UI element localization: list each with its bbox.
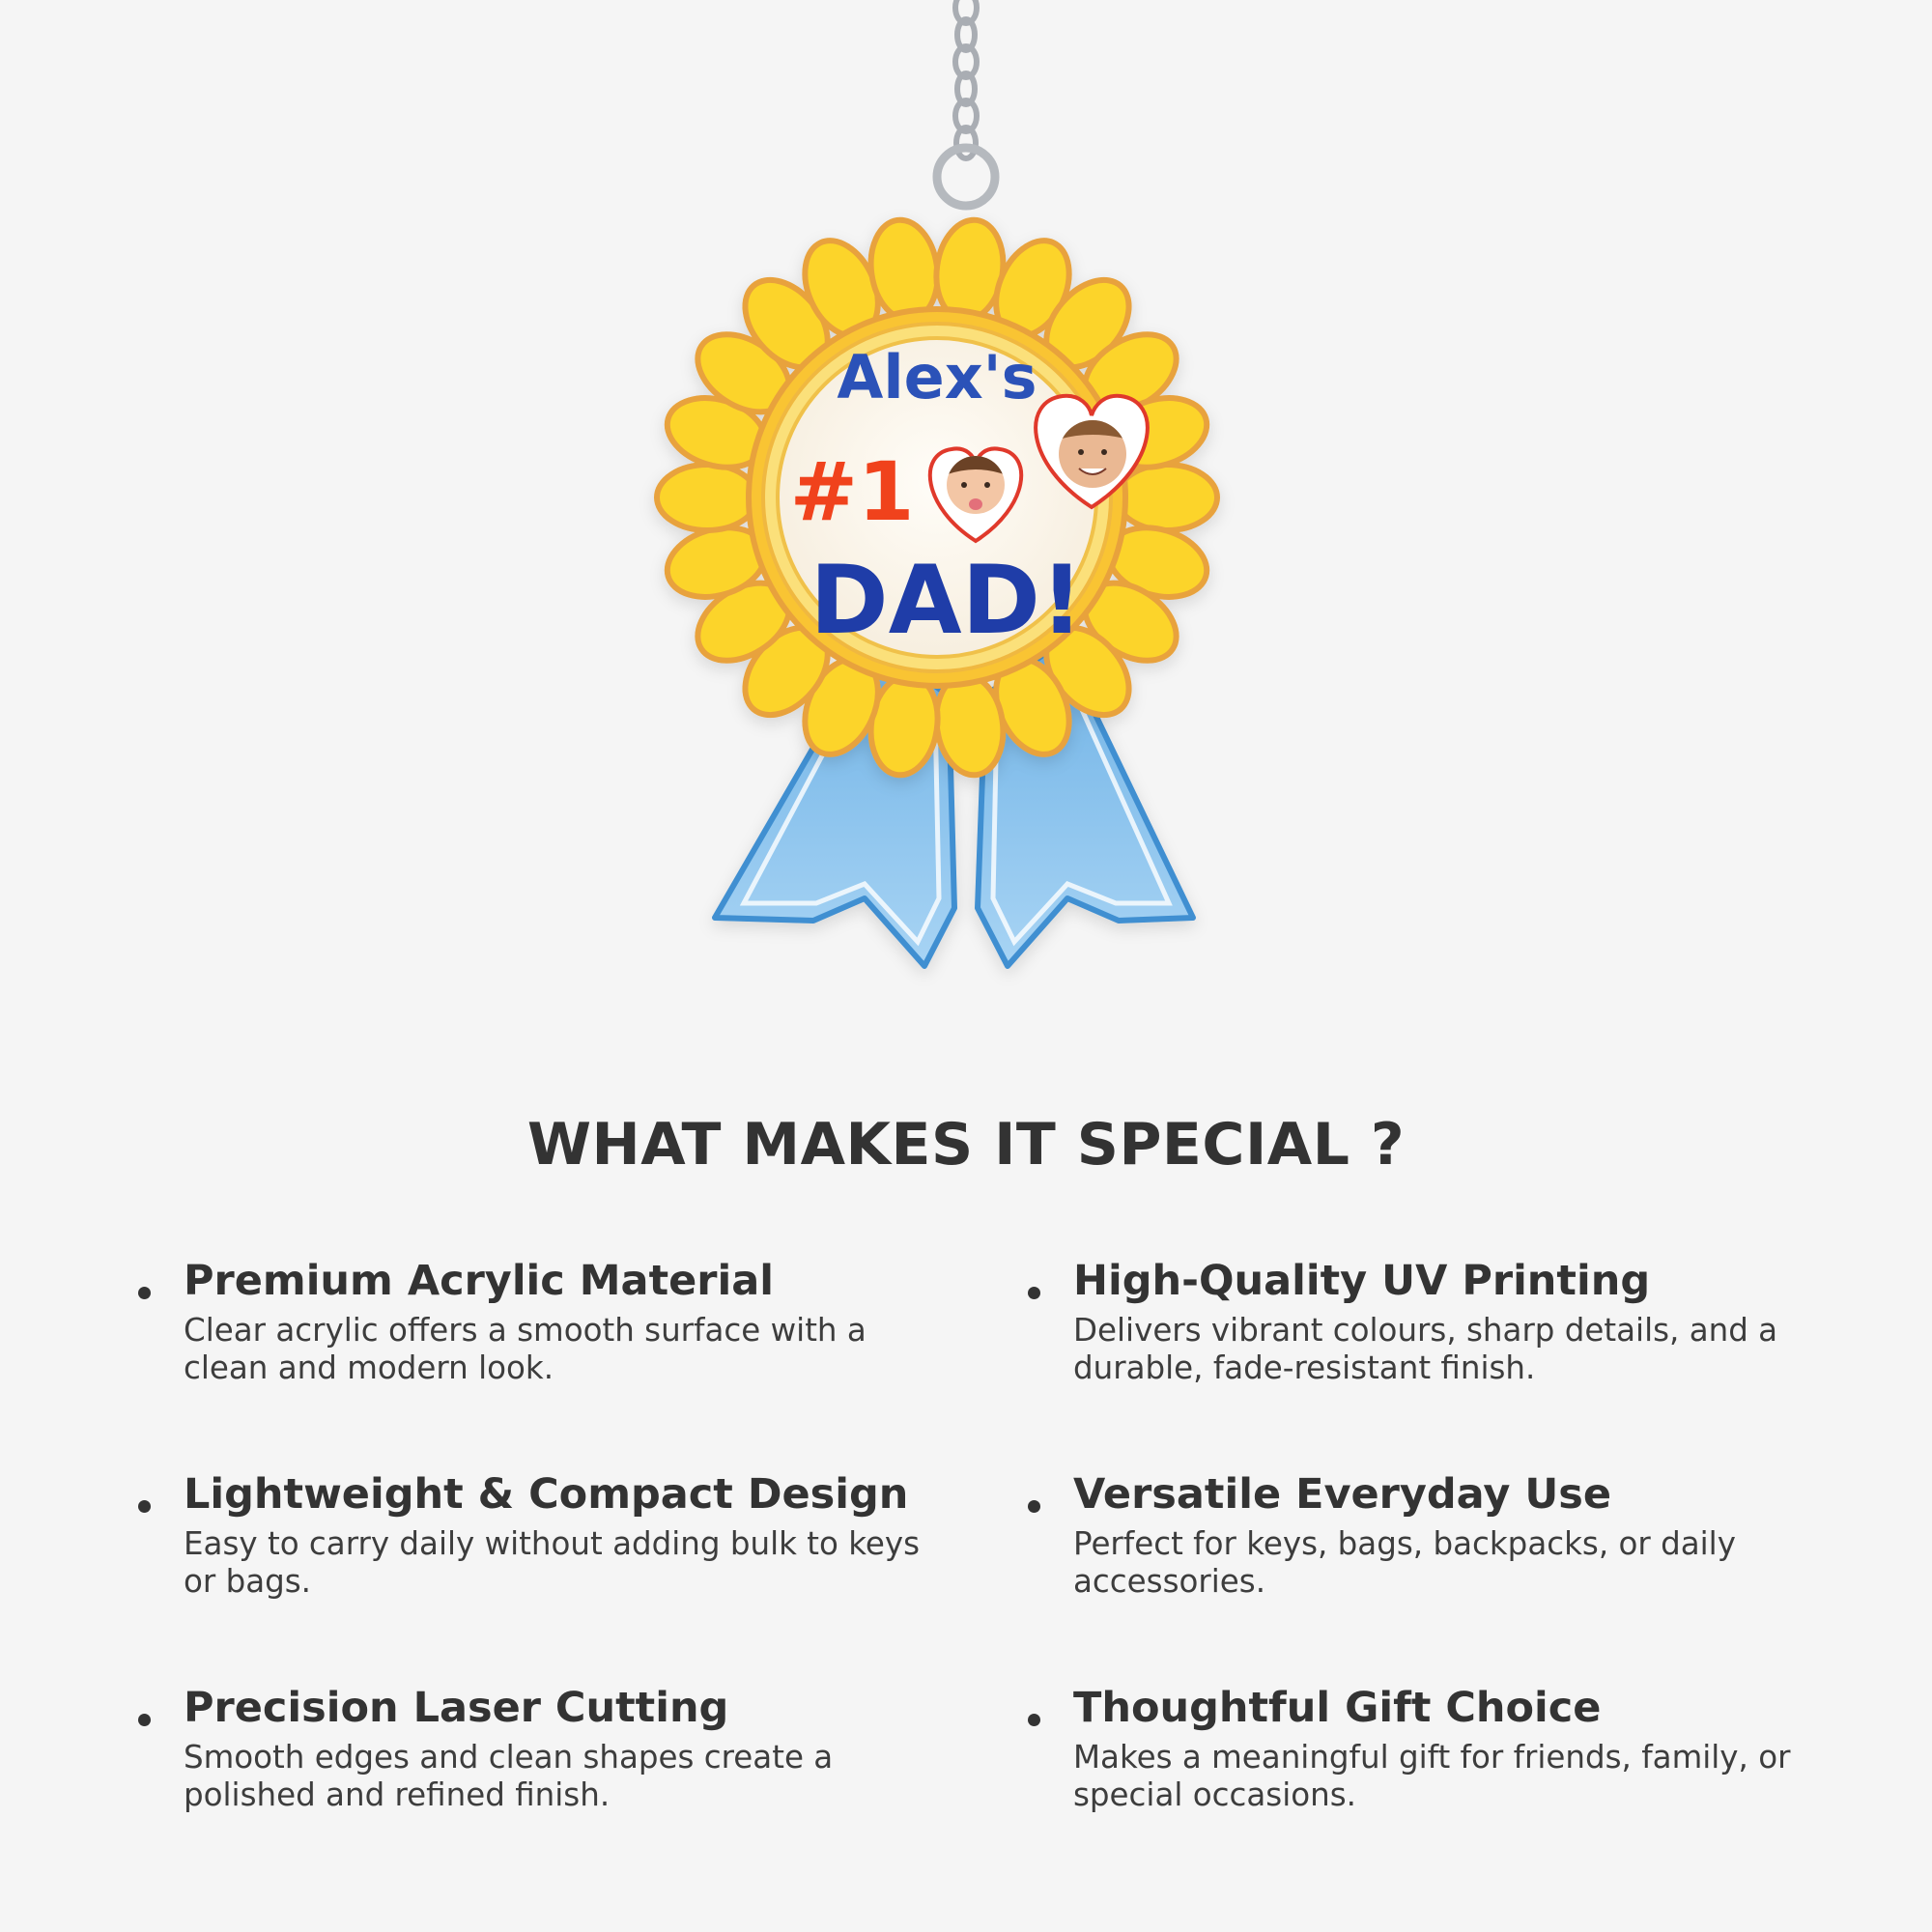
- feature-description: Perfect for keys, bags, backpacks, or daily accessories.: [1073, 1525, 1736, 1600]
- bullet-dot: [1028, 1714, 1040, 1726]
- feature-title: Thoughtful Gift Choice: [1073, 1684, 1602, 1732]
- chain: [955, 0, 977, 158]
- bullet-dot: [138, 1500, 151, 1513]
- feature-title: Lightweight & Compact Design: [184, 1470, 909, 1519]
- feature-item: [130, 1467, 1020, 1681]
- bullet-dot: [1028, 1287, 1040, 1299]
- feature-item: [1020, 1681, 1812, 1894]
- bullet-dot: [138, 1714, 151, 1726]
- badge-title-text: DAD!: [810, 546, 1084, 656]
- feature-item: [130, 1254, 1020, 1467]
- badge-rank-text: #1: [789, 444, 915, 539]
- bullet-dot: [138, 1287, 151, 1299]
- bullet-dot: [1028, 1500, 1040, 1513]
- feature-description: Smooth edges and clean shapes create a polished and refined finish.: [184, 1739, 834, 1813]
- badge-petal: [657, 465, 757, 530]
- badge-name-text: Alex's: [837, 342, 1037, 412]
- feature-title: High-Quality UV Printing: [1073, 1257, 1651, 1305]
- section-title: WHAT MAKES IT SPECIAL ?: [526, 1111, 1406, 1179]
- feature-title: Precision Laser Cutting: [184, 1684, 729, 1732]
- feature-item: [130, 1681, 1020, 1894]
- feature-item: [1020, 1467, 1812, 1681]
- feature-description: Delivers vibrant colours, sharp details, and a durable, fade-resistant finish.: [1073, 1312, 1778, 1386]
- feature-item: [1020, 1254, 1812, 1467]
- feature-description: Clear acrylic offers a smooth surface with a clean and modern look.: [184, 1312, 867, 1386]
- badge-petal: [1117, 465, 1217, 530]
- feature-description: Makes a meaningful gift for friends, family, or special occasions.: [1073, 1739, 1791, 1813]
- feature-description: Easy to carry daily without adding bulk to keys or bags.: [184, 1525, 921, 1600]
- feature-title: Versatile Everyday Use: [1073, 1470, 1612, 1519]
- feature-list: [130, 1254, 1831, 1894]
- feature-title: Premium Acrylic Material: [184, 1257, 774, 1305]
